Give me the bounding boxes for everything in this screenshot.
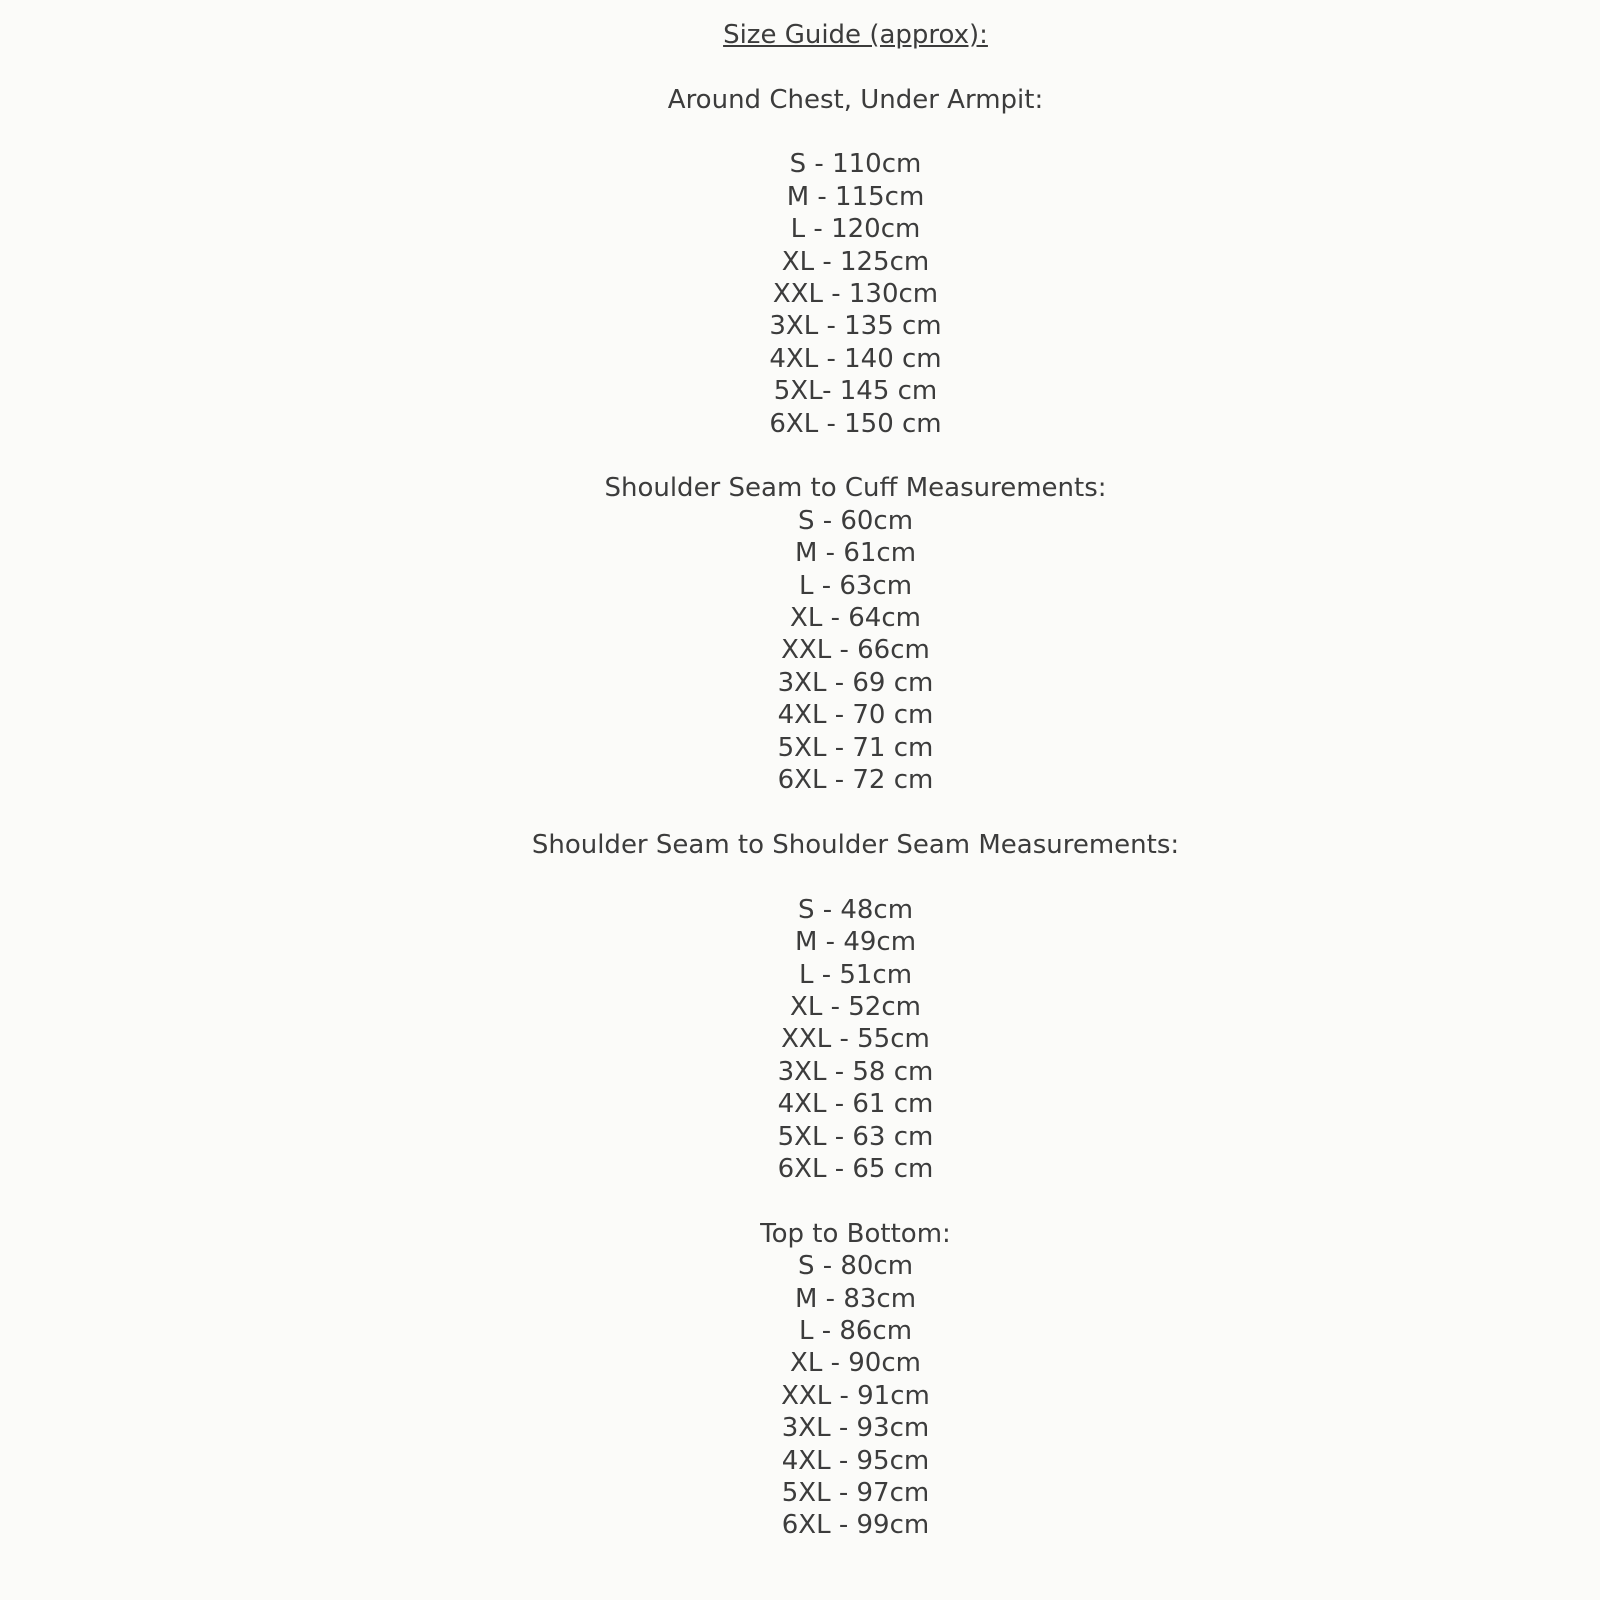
- size-line: XL - 90cm: [790, 1348, 921, 1379]
- size-line: L - 86cm: [798, 1315, 913, 1346]
- size-line: 4XL - 70 cm: [777, 700, 934, 731]
- size-line: S - 80cm: [797, 1251, 914, 1282]
- size-line: 6XL - 99cm: [781, 1510, 930, 1541]
- size-line: 4XL - 140 cm: [769, 343, 942, 374]
- size-line: XL - 52cm: [790, 991, 921, 1022]
- size-line: M - 83cm: [794, 1283, 917, 1314]
- section-heading: Top to Bottom:: [760, 1218, 951, 1249]
- size-line: XL - 125cm: [781, 246, 930, 277]
- size-line: XXL - 55cm: [781, 1024, 930, 1055]
- size-line: 5XL- 145 cm: [773, 376, 938, 407]
- size-line: 5XL - 97cm: [781, 1477, 930, 1508]
- size-line: XXL - 91cm: [781, 1380, 930, 1411]
- size-line: 3XL - 58 cm: [777, 1056, 934, 1087]
- size-line: 4XL - 95cm: [781, 1445, 930, 1476]
- size-line: 5XL - 71 cm: [777, 732, 934, 763]
- size-line: S - 60cm: [797, 505, 914, 536]
- section-heading: Around Chest, Under Armpit:: [667, 84, 1044, 115]
- size-line: M - 61cm: [794, 538, 917, 569]
- size-line: XXL - 130cm: [772, 279, 939, 310]
- section-around-chest: [111, 84, 1600, 440]
- size-line: M - 115cm: [786, 181, 925, 212]
- size-line: L - 63cm: [798, 570, 913, 601]
- size-list: [111, 894, 1600, 1186]
- section-seam-to-seam: [111, 829, 1600, 1185]
- size-line: L - 120cm: [790, 214, 921, 245]
- size-line: M - 49cm: [794, 927, 917, 958]
- size-list: [111, 148, 1600, 440]
- section-heading: Shoulder Seam to Shoulder Seam Measurements:: [531, 829, 1180, 860]
- size-line: 3XL - 135 cm: [769, 311, 942, 342]
- page-title: Size Guide (approx):: [723, 19, 988, 50]
- size-line: 6XL - 72 cm: [777, 765, 934, 796]
- size-list: [111, 1250, 1600, 1542]
- section-seam-to-cuff: [111, 472, 1600, 796]
- section-top-to-bottom: [111, 1218, 1600, 1542]
- size-line: 6XL - 65 cm: [777, 1153, 934, 1184]
- size-line: 4XL - 61 cm: [777, 1089, 934, 1120]
- size-line: 3XL - 69 cm: [777, 667, 934, 698]
- size-line: S - 110cm: [789, 149, 922, 180]
- size-list: [111, 505, 1600, 797]
- size-line: 5XL - 63 cm: [777, 1121, 934, 1152]
- size-line: 6XL - 150 cm: [769, 408, 942, 439]
- size-line: S - 48cm: [797, 894, 914, 925]
- section-heading: Shoulder Seam to Cuff Measurements:: [604, 473, 1107, 504]
- size-line: L - 51cm: [798, 959, 913, 990]
- size-line: XL - 64cm: [790, 603, 921, 634]
- size-line: 3XL - 93cm: [781, 1413, 930, 1444]
- size-line: XXL - 66cm: [781, 635, 930, 666]
